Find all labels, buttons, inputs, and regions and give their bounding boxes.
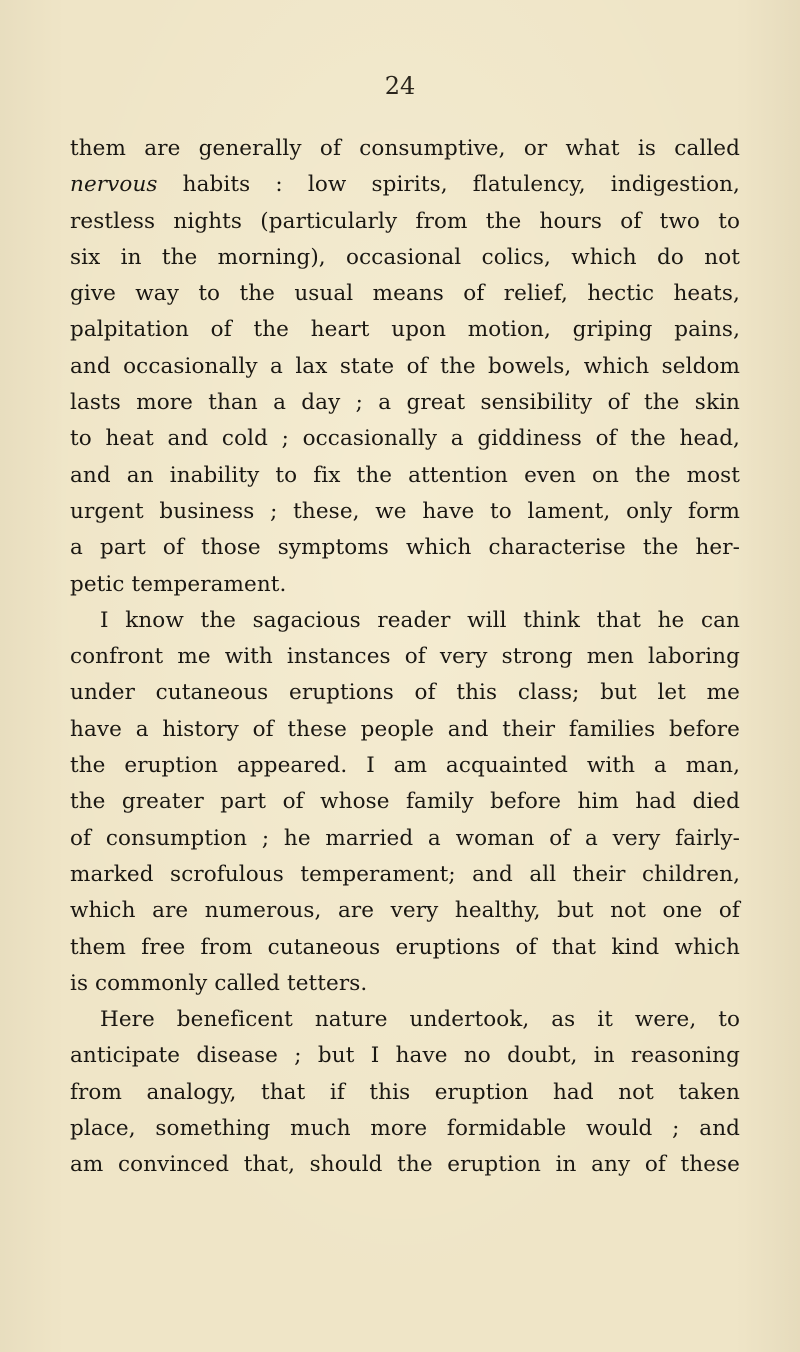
text-line: place, something much more formidable would ; and: [70, 1116, 740, 1142]
text-line: anticipate disease ; but I have no doubt, in reasoning: [70, 1043, 740, 1069]
text-line: marked scrofulous temperament; and all their children,: [70, 861, 740, 887]
text-line: from analogy, that if this eruption had not taken: [70, 1079, 740, 1105]
text-line: Here beneficent nature undertook, as it were, to: [100, 1007, 740, 1033]
text-line: of consumption ; he married a woman of a very fairly-: [70, 825, 740, 851]
text-line: confront me with instances of very strong men laboring: [70, 644, 740, 670]
text-line: the greater part of whose family before him had died: [70, 789, 740, 815]
italic-word: nervous: [70, 172, 158, 198]
text-line: a part of those symptoms which characterise the her-: [70, 535, 740, 561]
text-line: the eruption appeared. I am acquainted with a man,: [70, 753, 740, 779]
text-line: petic temperament.: [70, 571, 287, 597]
text-line: and occasionally a lax state of the bowels, which seldom: [70, 353, 740, 379]
text-line: and an inability to fix the attention even on the most: [70, 462, 740, 488]
text-line: restless nights (particularly from the hours of two to: [70, 208, 740, 234]
text-line: to heat and cold ; occasionally a giddiness of the head,: [70, 426, 740, 452]
text-line: which are numerous, are very healthy, but not one of: [70, 898, 740, 924]
body-text: [70, 131, 740, 1184]
text-line: have a history of these people and their families before: [70, 716, 740, 742]
text-line: [70, 167, 740, 203]
page-number: 24: [384, 72, 416, 100]
text-line: I know the sagacious reader will think that he can: [100, 607, 740, 633]
text-line: six in the morning), occasional colics, which do not: [70, 244, 740, 270]
text-line: urgent business ; these, we have to lament, only form: [70, 498, 740, 524]
text-line: am convinced that, should the eruption in any of these: [70, 1152, 740, 1178]
text-line: under cutaneous eruptions of this class; but let me: [70, 680, 740, 706]
text-line: is commonly called tetters.: [70, 970, 368, 996]
text-line: them free from cutaneous eruptions of that kind which: [70, 934, 740, 960]
text-line: them are generally of consumptive, or what is called: [70, 136, 740, 161]
text-line: palpitation of the heart upon motion, griping pains,: [70, 317, 740, 343]
text-line: lasts more than a day ; a great sensibility of the skin: [70, 390, 740, 416]
text-line-rest: habits : low spirits, flatulency, indigestion,: [157, 172, 740, 198]
text-line: give way to the usual means of relief, hectic heats,: [70, 281, 740, 307]
